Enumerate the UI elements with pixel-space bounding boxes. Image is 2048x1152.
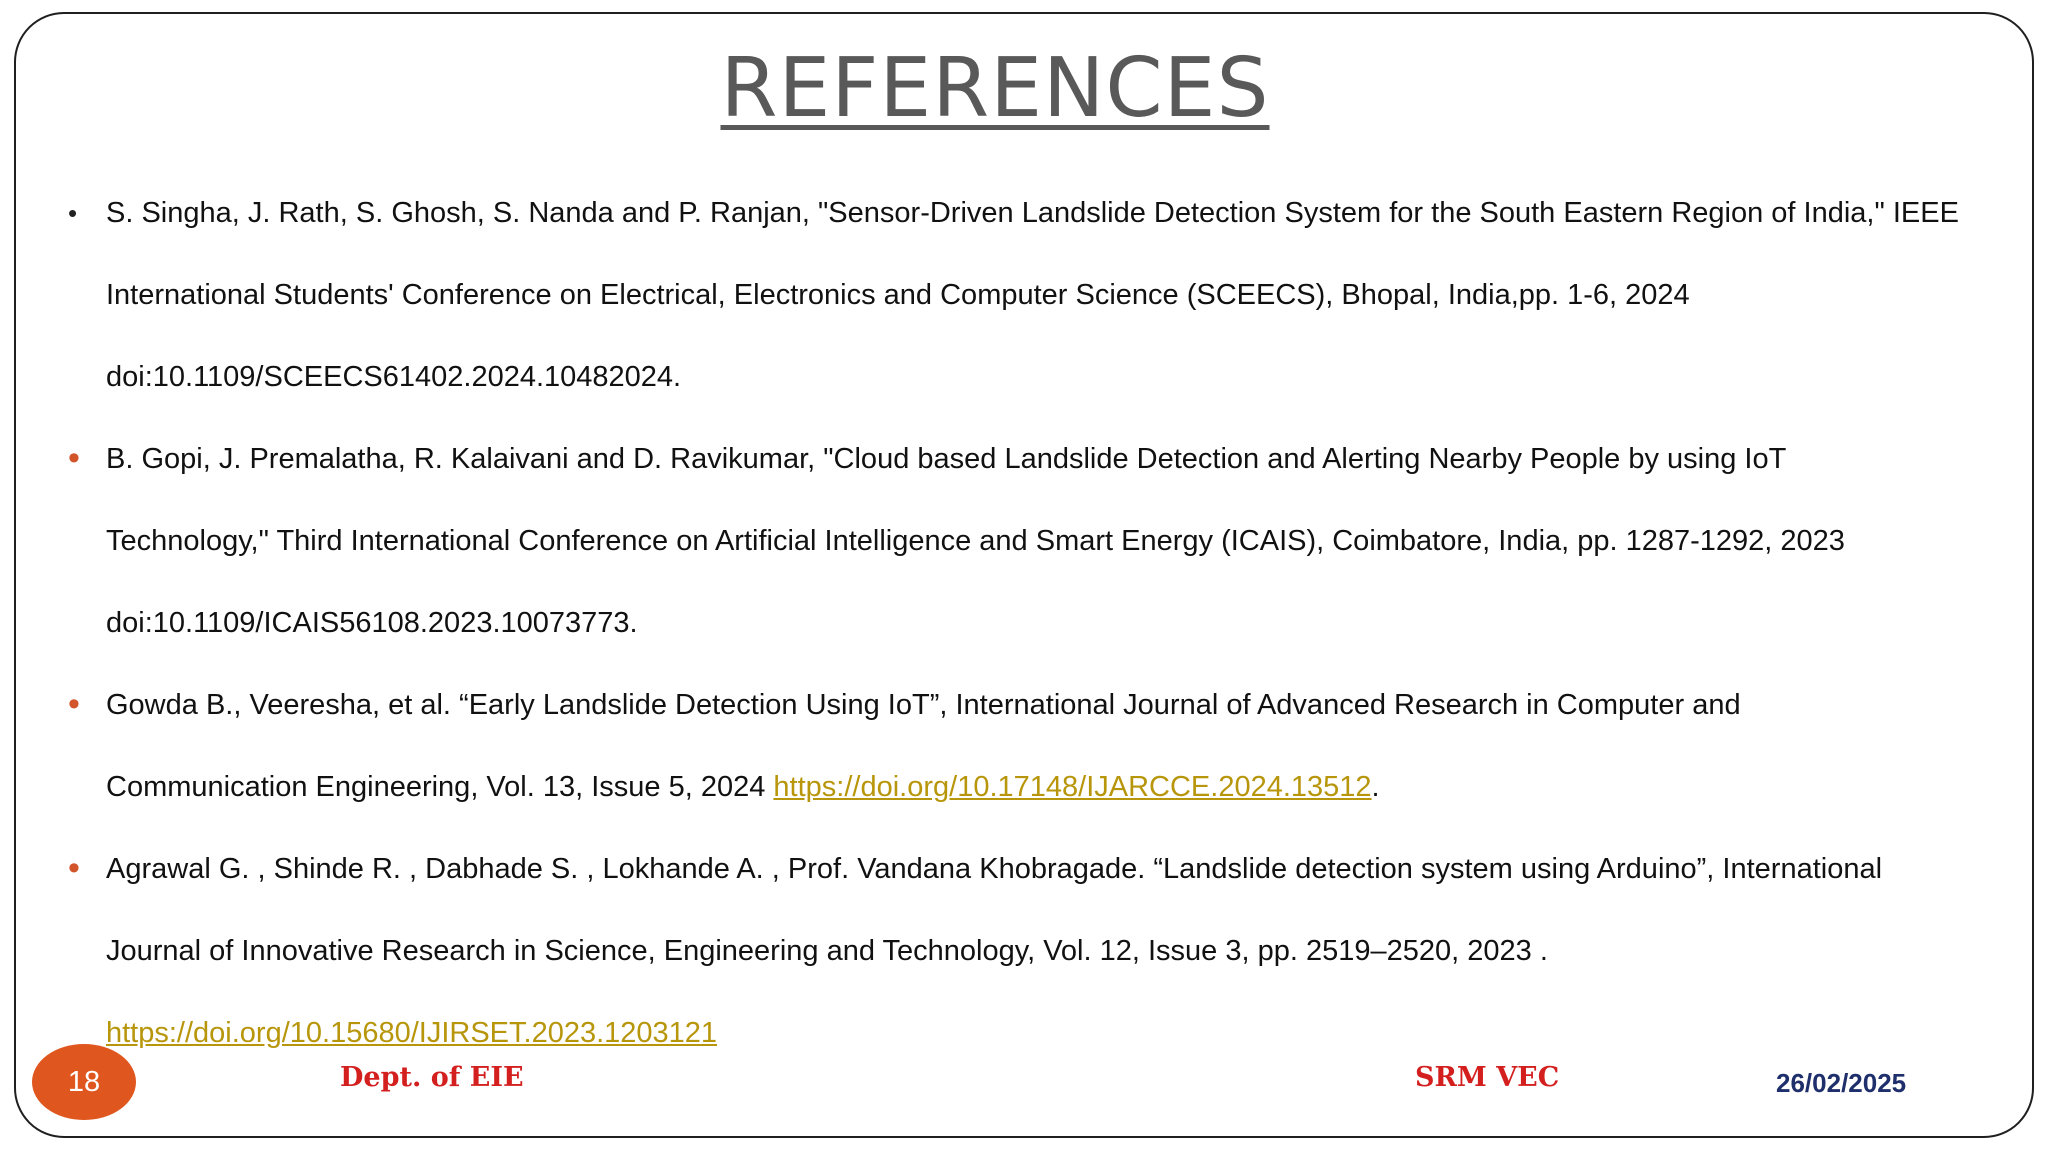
reference-3-period: . [1371, 771, 1380, 803]
reference-4-doi-link[interactable]: https://doi.org/10.15680/IJIRSET.2023.1203121 [106, 1017, 718, 1049]
reference-4-line-1: Agrawal G. , Shinde R. , Dabhade S. , Lokhande A. , Prof. Vandana Khobragade. “Landslide detection system using Arduino”, International [106, 853, 1883, 885]
reference-2-line-2: Technology," Third International Conference on Artificial Intelligence and Smart Energy (ICAIS), Coimbatore, India, pp. 1287-1292, 2023 [106, 525, 1845, 557]
slide-title: REFERENCES [720, 41, 1270, 136]
reference-4-line-3 [106, 1019, 717, 1048]
reference-2-line-3: doi:10.1109/ICAIS56108.2023.10073773. [106, 607, 638, 639]
reference-1-line-3: doi:10.1109/SCEECS61402.2024.10482024. [106, 361, 682, 393]
reference-3-text: Communication Engineering, Vol. 13, Issue 5, 2024 [106, 771, 774, 803]
page-number-badge: 18 [32, 1044, 136, 1120]
reference-4-line-2: Journal of Innovative Research in Science, Engineering and Technology, Vol. 12, Issue 3, pp. 2519–2520, 2023 . [106, 935, 1548, 967]
footer-department: Dept. of EIE [340, 1062, 524, 1093]
bullet-icon: • [68, 685, 80, 723]
bullet-icon: • [68, 849, 80, 887]
bullet-icon: • [68, 198, 78, 228]
bullet-icon: • [68, 439, 80, 477]
footer-institution: SRM VEC [1415, 1062, 1560, 1093]
reference-3-line-1: Gowda B., Veeresha, et al. “Early Landslide Detection Using IoT”, International Journal of Advanced Research in Computer and [106, 689, 1741, 721]
footer-date: 26/02/2025 [1776, 1068, 1907, 1098]
reference-3-line-2 [106, 773, 1380, 802]
reference-3-doi-link[interactable]: https://doi.org/10.17148/IJARCCE.2024.13512 [773, 771, 1372, 803]
reference-1-line-2: International Students' Conference on Electrical, Electronics and Computer Science (SCEECS), Bhopal, India,pp. 1-6, 2024 [106, 279, 1690, 311]
reference-1-line-1: S. Singha, J. Rath, S. Ghosh, S. Nanda and P. Ranjan, "Sensor-Driven Landslide Detection System for the South Eastern Region of India," IEEE [106, 197, 1959, 229]
reference-2-line-1: B. Gopi, J. Premalatha, R. Kalaivani and D. Ravikumar, "Cloud based Landslide Detection and Alerting Nearby People by using IoT [106, 443, 1787, 475]
